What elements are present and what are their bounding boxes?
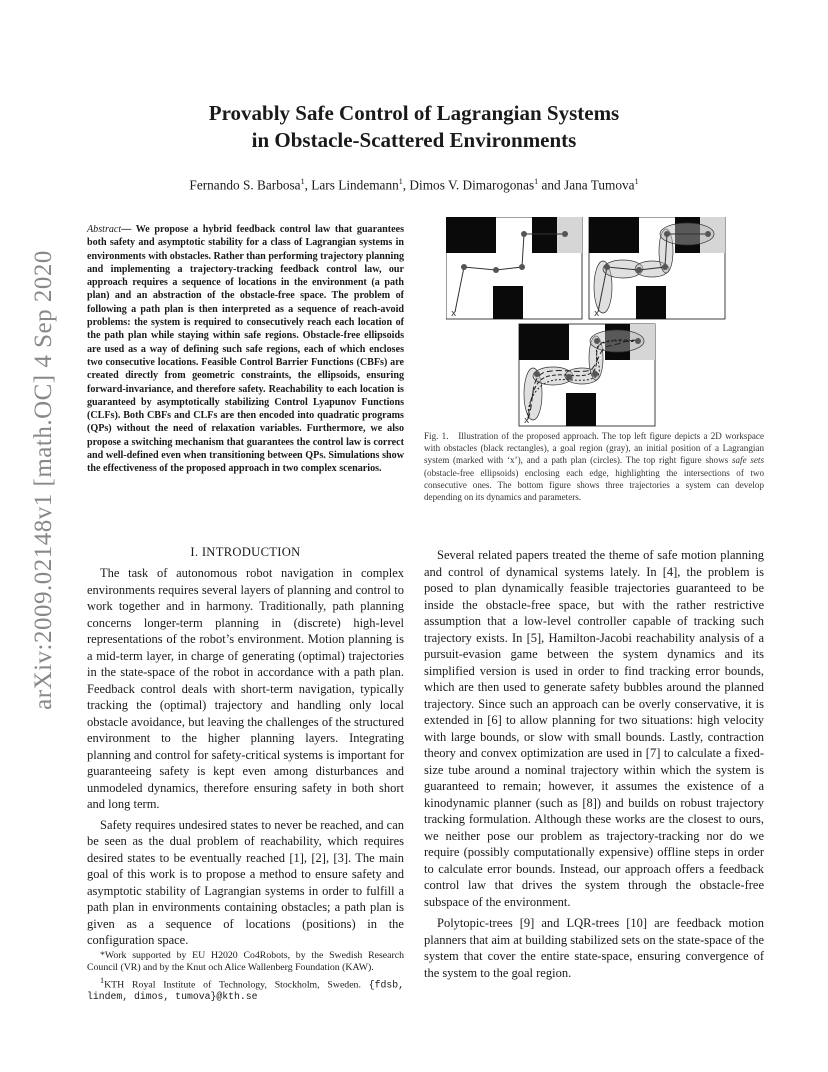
path-waypoint	[705, 231, 711, 237]
obstacle	[532, 217, 557, 253]
abstract-dash: —	[121, 224, 136, 235]
path-waypoint	[662, 264, 668, 270]
obstacle	[446, 217, 496, 253]
panel-safe-sets	[589, 217, 725, 319]
path-waypoint	[534, 371, 540, 377]
obstacle	[589, 217, 639, 253]
arxiv-identifier: arXiv:2009.02148v1 [math.OC] 4 Sep 2020	[30, 250, 57, 710]
abstract	[87, 223, 404, 476]
footnote-funding: *Work supported by EU H2020 Co4Robots, by the Swedish Research Council (VR) and by the Knut och Alice Wallenberg Foundation (KAW).	[87, 950, 404, 974]
arxiv-sidebar-stamp	[22, 250, 66, 710]
footnotes	[87, 950, 404, 1004]
path-waypoint	[493, 267, 499, 273]
title-line-1: Provably Safe Control of Lagrangian Systems	[208, 101, 620, 125]
path-waypoint	[636, 267, 642, 273]
left-column-body	[87, 565, 404, 949]
author-separator: and	[538, 177, 565, 193]
initial-position-marker: x	[524, 416, 530, 426]
figure-1-illustration	[446, 217, 768, 427]
initial-position-marker: x	[451, 309, 457, 319]
path-waypoint	[604, 264, 610, 270]
abstract-label: Abstract	[87, 224, 122, 235]
path-waypoint	[592, 371, 598, 377]
footnote-mark: 1	[100, 975, 105, 985]
path-waypoint	[664, 231, 670, 237]
title-line-2: in Obstacle-Scattered Environments	[251, 128, 577, 152]
path-waypoint	[562, 231, 568, 237]
obstacle	[566, 393, 596, 426]
author-name: Jana Tumova	[564, 177, 635, 193]
author-affiliation-mark: 1	[300, 177, 305, 186]
paper-title	[0, 100, 828, 154]
path-waypoint	[521, 231, 527, 237]
paragraph: Polytopic-trees [9] and LQR-trees [10] are feedback motion planners that aim at building stabilized sets on the state-space of the system that cover the entire state-space, ensuring convergence of the system to the goal region.	[424, 916, 764, 980]
path-waypoint	[519, 264, 525, 270]
path-waypoint	[635, 338, 641, 344]
path-waypoint	[461, 264, 467, 270]
caption-text: (obstacle-free ellipsoids) enclosing each edge, highlighting the intersections of two consecutive ones. The bottom figure shows three trajectories a system can develop depending on its dynamics and parameters.	[424, 467, 764, 503]
author-emails: {fdsb, lindem, dimos, tumova}@kth.se	[87, 979, 404, 1003]
initial-position-marker: x	[594, 309, 600, 319]
author-name: Fernando S. Barbosa	[189, 177, 301, 193]
footnote-affiliation	[87, 975, 404, 1004]
author-affiliation-mark: 1	[634, 177, 639, 186]
author-separator: ,	[402, 177, 410, 193]
author-name: Dimos V. Dimarogonas	[409, 177, 535, 193]
paragraph: The task of autonomous robot navigation in complex environments requires several layers of planning and control to work together and in harmony. Traditionally, path planning concerns longer-term planning in (discrete) high-level representations of the robot’s environment. Motion planning is a mid-term layer, in charge of generating (optimal) trajectories in the state-space of the robot in accordance with a path plan. Feedback control deals with short-term navigation, typically tracking the (optimal) trajectory and handling only local obstacle avoidance, but leaving the challenges of the structured environment to the higher planning layers. Integrating planning and control for safety-critical systems is important for guaranteeing safety is kept even among disturbances and unmodeled dynamics, therefore ensuring safety in both short and long term.	[87, 566, 404, 811]
obstacle	[636, 286, 666, 319]
author-affiliation-mark: 1	[534, 177, 539, 186]
caption-emphasis: safe sets	[731, 455, 764, 466]
panel-path-plan	[446, 217, 582, 319]
author-list	[0, 177, 828, 193]
path-waypoint	[594, 338, 600, 344]
affiliation-text: KTH Royal Institute of Technology, Stockholm, Sweden.	[104, 979, 369, 991]
paragraph: Several related papers treated the theme of safe motion planning and control of dynamical systems lately. In [4], the problem is posed to plan dynamically feasible trajectories guaranteed to be inside the obstacle-free space, but with the rather restrictive assumption that a low-level controller capable of tracking such trajectory exists. In [5], Hamilton-Jacobi reachability analysis of a pursuit-evasion game between the system dynamics and its simplified version is used in order to find tracking error bounds, which are then used to generate safety bubbles around the planned trajectory. Since such an approach can be overly conservative, it is extended in [6] to allow planning for two situations: high velocity with large bounds, or slow with small bounds. Lastly, contraction theory and convex optimization are used in [7] to calculate a fixed-size tube around a nominal trajectory within which the system is guaranteed to remain; however, it assumes the existence of a kinodynamic planner (such as [8]) and builds on robust trajectory tracking formulation. Although these works are the closest to ours, we neither pose our problem as trajectory-tracking nor do we require (possibly computationally expensive) offline steps in order to calculate error bounds. Instead, our approach offers a feedback control law that drives the system through the obstacle-free subspace of the environment.	[424, 548, 764, 909]
abstract-text: We propose a hybrid feedback control law that guarantees both safety and asymptotic stability for a class of Lagrangian systems in environments with obstacles. Rather than performing trajectory planning and implementing a trajectory-tracking feedback control law, our approach requires a sequence of locations in the environment (a path plan) and an abstraction of the obstacle-free space. The problem of following a path plan is then interpreted as a sequence of reach-avoid problems: the system is required to consecutively reach each location of the path plan while staying within safe regions. Obstacle-free ellipsoids are used as a way of defining such safe regions, each of which encloses two consecutive locations. Feasible Control Barrier Functions (CBFs) are created directly from geometric constraints, the ellipsoids, ensuring forward-invariance, and therefore safety. Reachability to each location is guaranteed by asymptotically stabilizing Control Lyapunov Functions (CLFs). Both CBFs and CLFs are then encoded into quadratic programs (QPs) without the need of relaxation variables. Furthermore, we also propose a switching mechanism that guarantees the control law is correct and well-defined even when transitioning between QPs. Simulations show the effectiveness of the proposed approach in two complex scenarios.	[87, 224, 405, 475]
figure-caption	[424, 430, 764, 503]
right-column-body	[424, 547, 764, 981]
section-heading: I. INTRODUCTION	[190, 545, 301, 559]
path-waypoint	[566, 374, 572, 380]
caption-text: Illustration of the proposed approach. The top left figure depicts a 2D workspace with obstacles (black rectangles), a goal region (gray), an initial position of a Lagrangian system (marked with ‘x’), and a path plan (circles). The top right figure shows	[424, 431, 765, 466]
goal-region	[557, 217, 582, 253]
paragraph: Safety requires undesired states to never be reached, and can be seen as the dual problem of reachability, which requires desired states to be eventually reached [1], [2], [3]. The main goal of this work is to propose a method to ensure safety and asymptotic stability of Lagrangian systems in order to fulfill a path plan in environments containing obstacles; a path plan is given as a sequence of locations (positions) in the configuration space.	[87, 817, 404, 947]
caption-label: Fig. 1.	[424, 431, 449, 441]
obstacle	[519, 324, 569, 360]
panel-trajectories	[519, 324, 655, 426]
author-separator: ,	[304, 177, 312, 193]
obstacle	[493, 286, 523, 319]
author-affiliation-mark: 1	[398, 177, 403, 186]
author-name: Lars Lindemann	[311, 177, 399, 193]
